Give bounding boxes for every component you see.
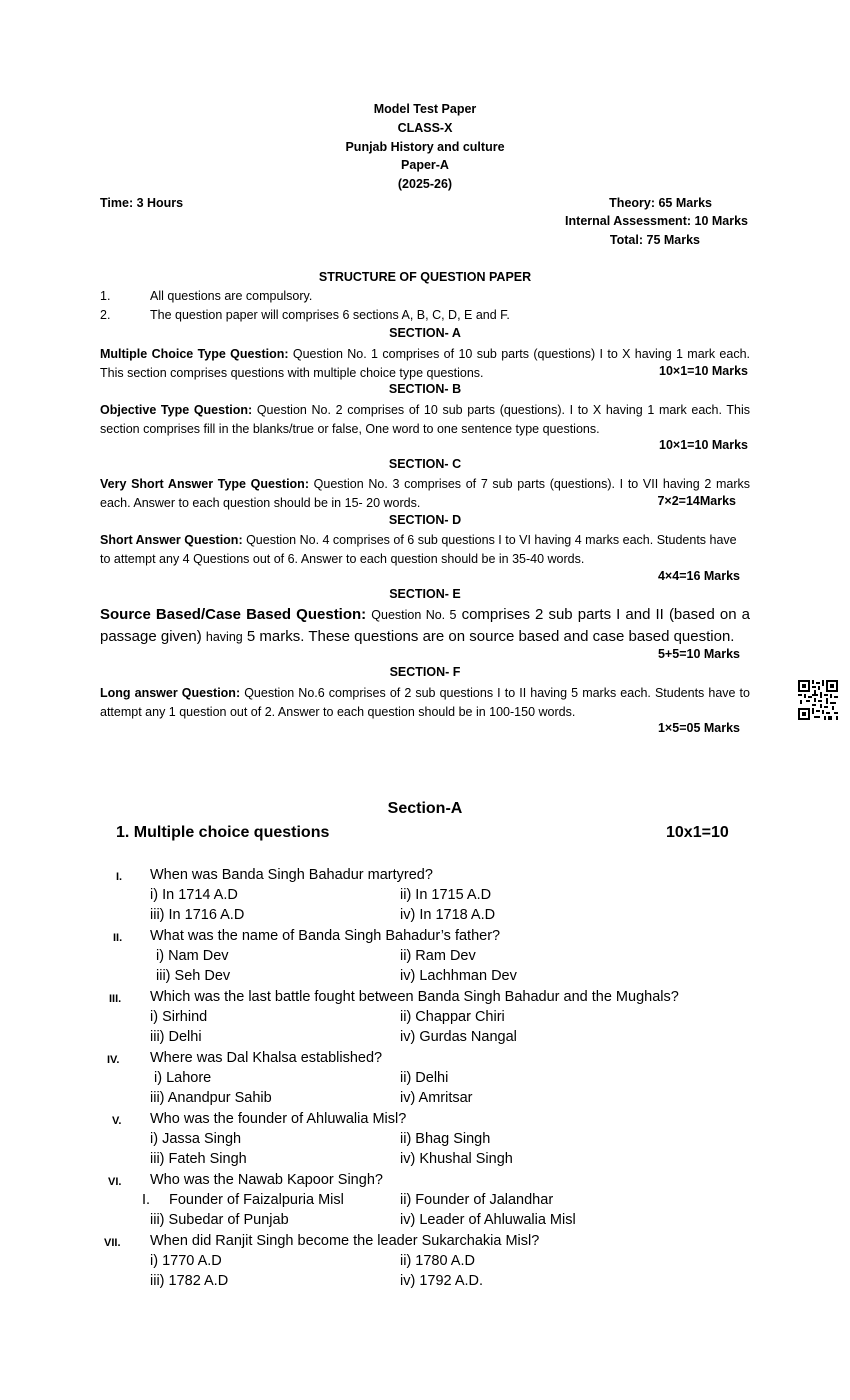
section-a-label: Multiple Choice Type Question: [100, 347, 289, 361]
option-text: iv) Lachhman Dev [400, 968, 517, 984]
section-e-description [100, 604, 750, 648]
paper-label: Paper-A [401, 158, 449, 172]
section-f-label: Long answer Question: [100, 686, 241, 700]
option-text: iii) Subedar of Punjab [150, 1212, 289, 1228]
section-f-description [100, 684, 750, 721]
option-text: iii) Delhi [150, 1029, 202, 1045]
rule-number: 1. [100, 289, 111, 303]
section-d-description [100, 531, 750, 568]
question-text: What was the name of Banda Singh Bahadur’s father? [150, 928, 501, 944]
section-f-heading: SECTION- F [389, 665, 461, 679]
option-text: ii) Delhi [400, 1070, 449, 1086]
section-d-heading: SECTION- D [388, 513, 462, 527]
section-d-text: Question No. 4 comprises of 6 sub questions I to VI having 4 marks each. Students have to attempt any 4 Questions out of 6. Answer to each question should be in 35-40 words. [100, 533, 737, 566]
section-c-heading: SECTION- C [388, 457, 462, 471]
option-text: ii) In 1715 A.D [400, 887, 492, 903]
section-c-label: Very Short Answer Type Question: [100, 477, 309, 491]
question-number: VI. [108, 1176, 122, 1188]
section-c-text: Question No. 3 comprises of 7 sub parts (questions). I to VII having 2 marks each. Answer to each question should be in 15- 20 words. [100, 477, 751, 510]
time-label: Time: 3 Hours [100, 196, 184, 210]
section-e-text: comprises 2 sub parts I and II (based on a passage given) [100, 606, 750, 645]
session-label: (2025-26) [397, 177, 453, 191]
question-text: Where was Dal Khalsa established? [150, 1050, 383, 1066]
section-d-label: Short Answer Question: [100, 533, 243, 547]
section-a-title: Section-A [387, 800, 463, 817]
internal-marks: Internal Assessment: 10 Marks [565, 214, 748, 228]
option-text: iv) In 1718 A.D [400, 907, 496, 923]
option-text: iii) Fateh Singh [150, 1151, 247, 1167]
section-e-text: 5 marks. These questions are on source based and case based question. [246, 628, 735, 645]
option-text: iv) Khushal Singh [400, 1151, 513, 1167]
option-text: ii) Founder of Jalandhar [400, 1192, 554, 1208]
structure-heading: STRUCTURE OF QUESTION PAPER [318, 270, 532, 284]
question-text: Who was the founder of Ahluwalia Misl? [150, 1111, 407, 1127]
section-f-marks: 1×5=05 Marks [657, 721, 740, 735]
section-d-marks: 4×4=16 Marks [657, 569, 740, 583]
question-number: II. [113, 932, 123, 944]
option-text: i) Jassa Singh [150, 1131, 242, 1147]
option-text: i) 1770 A.D [150, 1253, 222, 1269]
section-e-label: Source Based/Case Based Question: [100, 606, 367, 623]
question-number: VII. [104, 1237, 121, 1249]
option-text: ii) 1780 A.D [400, 1253, 475, 1269]
rule-text: The question paper will comprises 6 sections A, B, C, D, E and F. [150, 308, 510, 322]
section-b-heading: SECTION- B [388, 382, 462, 396]
section-f-text: Question No.6 comprises of 2 sub questions I to II having 5 marks each. Students have to attempt any 1 question out of 2. Answer to each question should be in 100-150 words. [100, 686, 750, 719]
question-text: Which was the last battle fought between Banda Singh Bahadur and the Mughals? [150, 989, 679, 1005]
option-text: i) Nam Dev [156, 948, 229, 964]
question-1-title: 1. Multiple choice questions [116, 824, 330, 841]
option-numeral: I. [142, 1192, 151, 1208]
section-b-text: Question No. 2 comprises of 10 sub parts (questions). I to X having 1 mark each. This section comprises fill in the blanks/true or false, One word to one sentence type questions. [100, 403, 750, 436]
question-number: I. [116, 871, 123, 883]
subject-label: Punjab History and culture [345, 140, 505, 154]
class-label: CLASS-X [397, 121, 453, 135]
option-text: i) Lahore [154, 1070, 212, 1086]
option-text: iii) Anandpur Sahib [150, 1090, 272, 1106]
option-text: iii) In 1716 A.D [150, 907, 245, 923]
section-e-marks: 5+5=10 Marks [657, 647, 740, 661]
option-text: ii) Chappar Chiri [400, 1009, 505, 1025]
section-e-heading: SECTION- E [389, 587, 461, 601]
question-text: When did Ranjit Singh become the leader Sukarchakia Misl? [150, 1233, 540, 1249]
option-text: iv) 1792 A.D. [400, 1273, 484, 1289]
option-text: iv) Leader of Ahluwalia Misl [400, 1212, 576, 1228]
section-a-text: Question No. 1 comprises of 10 sub parts (questions) I to X having 1 mark each. This section comprises questions with multiple choice type questions. [100, 347, 751, 380]
option-text: iv) Amritsar [400, 1090, 473, 1106]
rule-number: 2. [100, 308, 111, 322]
option-text: ii) Ram Dev [400, 948, 476, 964]
option-text: i) In 1714 A.D [150, 887, 238, 903]
section-b-marks: 10×1=10 Marks [659, 438, 748, 452]
qr-code-icon [798, 680, 838, 720]
rule-text: All questions are compulsory. [150, 289, 313, 303]
option-text: Founder of Faizalpuria Misl [169, 1192, 344, 1208]
section-e-text: Question No. 5 [371, 608, 457, 622]
section-b-description [100, 401, 750, 438]
option-text: iii) Seh Dev [156, 968, 231, 984]
question-number: III. [109, 993, 122, 1005]
option-text: ii) Bhag Singh [400, 1131, 491, 1147]
question-1-marks: 10x1=10 [666, 824, 729, 841]
total-marks: Total: 75 Marks [609, 233, 700, 247]
option-text: i) Sirhind [150, 1009, 208, 1025]
section-a-marks: 10×1=10 Marks [659, 364, 748, 378]
question-number: IV. [107, 1054, 120, 1066]
question-text: Who was the Nawab Kapoor Singh? [150, 1172, 383, 1188]
option-text: iii) 1782 A.D [150, 1273, 229, 1289]
paper-title: Model Test Paper [373, 102, 477, 116]
question-text: When was Banda Singh Bahadur martyred? [150, 867, 433, 883]
option-text: iv) Gurdas Nangal [400, 1029, 517, 1045]
section-b-label: Objective Type Question: [100, 403, 253, 417]
section-c-marks: 7×2=14Marks [657, 494, 736, 508]
question-number: V. [112, 1115, 122, 1127]
section-e-text: having [205, 630, 243, 644]
theory-marks: Theory: 65 Marks [609, 196, 712, 210]
section-a-heading: SECTION- A [389, 326, 461, 340]
